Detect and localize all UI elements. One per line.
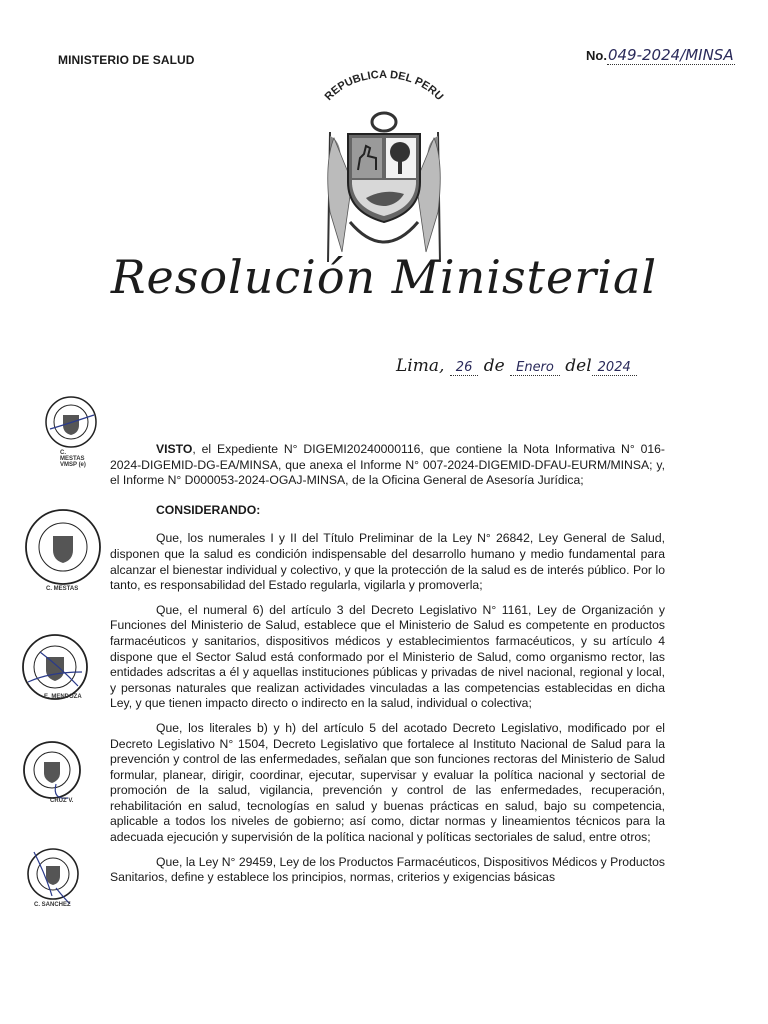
- date-de: de: [483, 356, 505, 376]
- date-day: 26: [450, 360, 479, 376]
- handwritten-number: 049-2024/MINSA: [607, 46, 734, 64]
- visto-label: VISTO: [156, 442, 193, 456]
- seal-stamp: [20, 632, 90, 702]
- seal-caption: C. MESTAS VMSP (e): [60, 450, 86, 468]
- date-del: del: [565, 356, 592, 376]
- considerando-heading: CONSIDERANDO:: [156, 502, 261, 517]
- seal-caption: C. SANCHEZ: [34, 902, 71, 908]
- seal-stamp: [22, 740, 82, 800]
- seal-caption: CRUZ V.: [50, 798, 74, 804]
- body-paragraph: Que, el numeral 6) del artículo 3 del Decreto Legislativo N° 1161, Ley de Organización y Funciones del Ministerio de Salud, establece que el Ministerio de Salud es competente en productos farmacéuticos y sanitarios, dispositivos médicos y establecimientos farmacéuticos, y su artículo 4 dispone que el Sector Salud está conformado por el Ministerio de Salud, como organismo rector, las entidades adscritas a él y aquellas instituciones públicas y privadas de nivel nacional, regional y local, y personas naturales que realizan actividades vinculadas a las competencias establecidas en dicha Ley, y que tienen impacto directo o indirecto en la salud, individual o colectiva;: [110, 602, 665, 711]
- visto-paragraph: [110, 442, 665, 489]
- body-paragraph: Que, los numerales I y II del Título Preliminar de la Ley N° 26842, Ley General de Salud, disponen que la salud es condición indispensable del desarrollo humano y medio fundamental para alcanzar el bienestar individual y colectivo, y que la protección de la salud es de interés público. Por lo tanto, es responsabilidad del Estado regularla, vigilarla y promoverla;: [110, 531, 665, 593]
- date-year: 2024: [592, 360, 637, 376]
- ministry-name: MINISTERIO DE SALUD: [58, 53, 195, 67]
- seal-stamp: [24, 508, 102, 586]
- document-body: [110, 442, 665, 895]
- number-prefix: No.: [586, 48, 607, 63]
- body-paragraph: Que, la Ley N° 29459, Ley de los Productos Farmacéuticos, Dispositivos Médicos y Productos Sanitarios, define y establece los principios, normas, criterios y exigencias básicas: [110, 854, 665, 885]
- body-paragraph: Que, los literales b) y h) del artículo 5 del acotado Decreto Legislativo, modificado por el Decreto Legislativo N° 1504, Decreto Legislativo que fortalece al Instituto Nacional de Salud para la prevención y control de las enfermedades, señalan que son funciones rectoras del Ministerio de Salud formular, planear, dirigir, coordinar, ejecutar, supervisar y evaluar la política nacional y sectorial de promoción de la salud, vigilancia, prevención y control de las enfermedades, recuperación, rehabilitación en salud, tecnologías en salud y buenas prácticas en salud, bajo su competencia, aplicable a todos los niveles de gobierno; así como, dictar normas y lineamientos técnicos para la adecuada ejecución y supervisión de la política nacional y políticas sectoriales de salud, entre otros;: [110, 720, 665, 845]
- date-city: Lima,: [396, 356, 445, 376]
- seal-caption: C. MESTAS: [46, 586, 79, 592]
- document-title: Resolución Ministerial: [110, 250, 658, 304]
- coat-of-arms-icon: [300, 62, 468, 262]
- resolution-number: [586, 46, 735, 64]
- seal-stamp: [26, 846, 80, 904]
- visto-text: , el Expediente N° DIGEMI20240000116, que contiene la Nota Informativa N° 016-2024-DIGEMID-DG-EA/MINSA, que anexa el Informe N° 007-2024-DIGEMID-DFAU-EURM/MINSA; y, el Informe N° D000053-2024-OGAJ-MINSA, de la Oficina General de Asesoría Jurídica;: [110, 442, 665, 488]
- date-month: Enero: [510, 360, 560, 376]
- seal-stamp: [44, 395, 98, 449]
- coat-of-arms: [300, 62, 468, 262]
- date-line: [396, 356, 637, 376]
- seal-caption: E. MENDOZA: [44, 694, 82, 700]
- crest-arc-text: REPUBLICA DEL PERU: [322, 68, 446, 103]
